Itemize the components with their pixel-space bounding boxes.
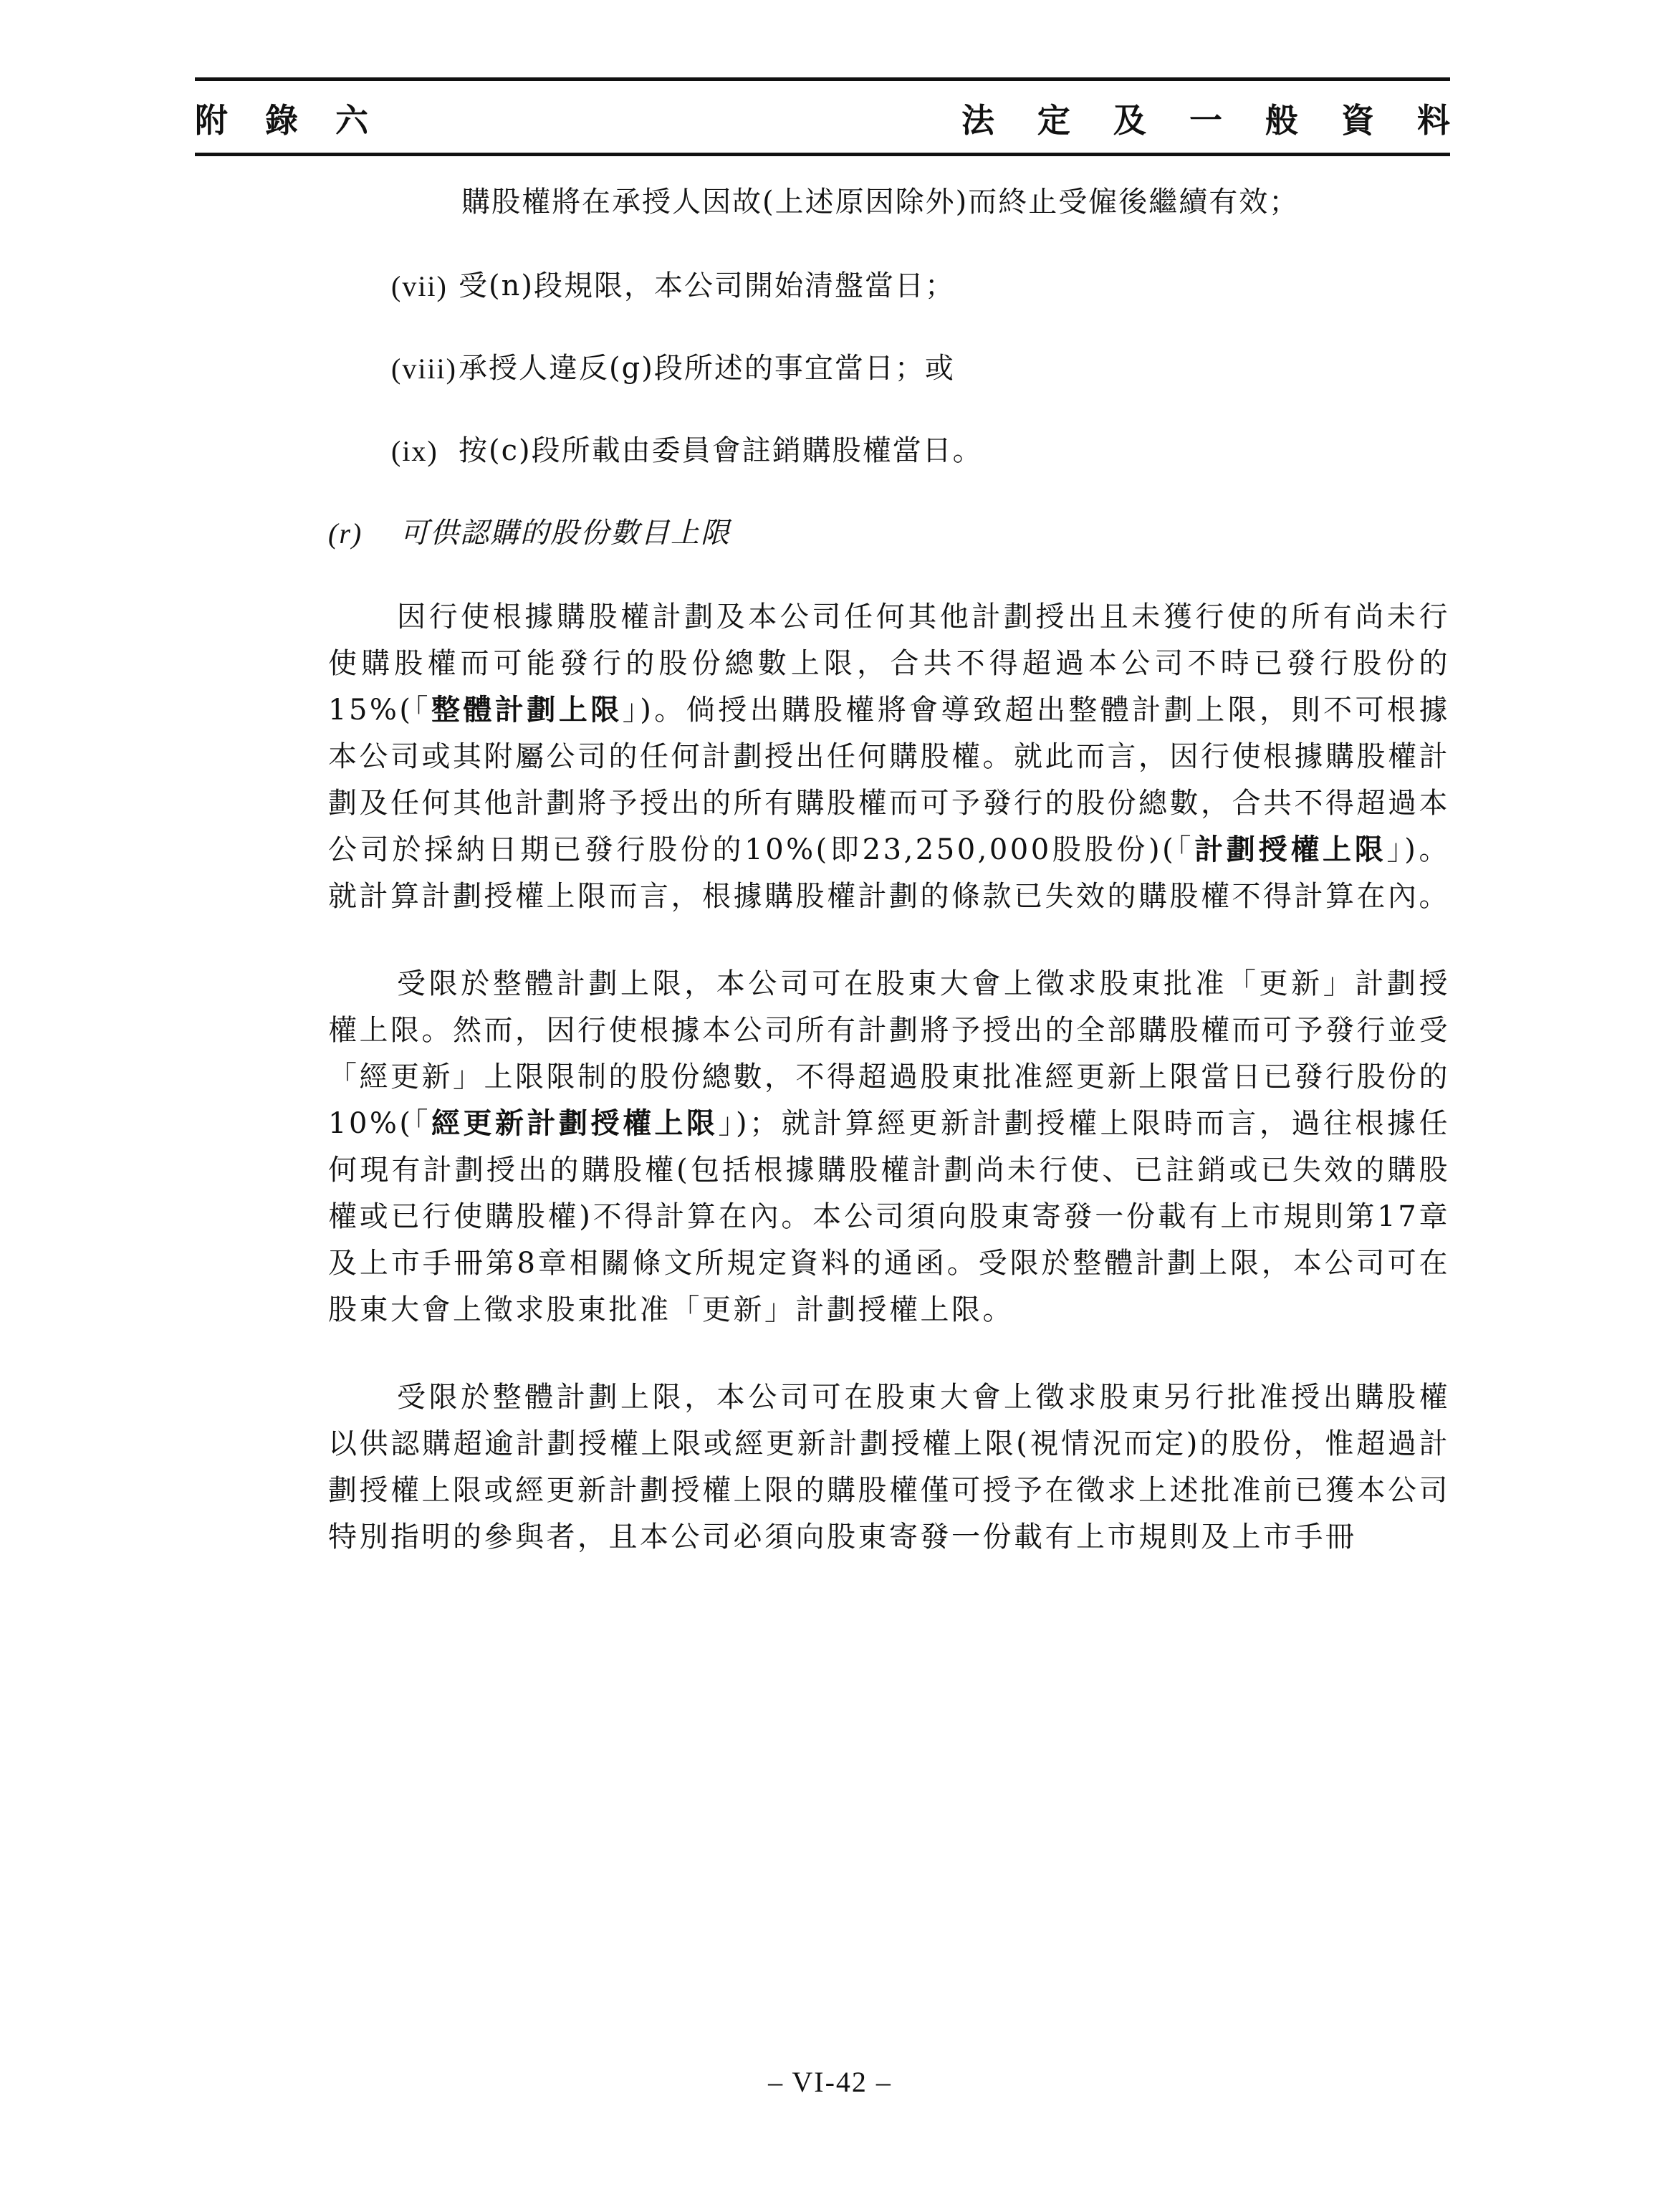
header-bottom-rule <box>195 153 1450 156</box>
paragraph-text: 」)。倘授出購股權將會導致超出整體計劃上限，則不可根據本公司或其附屬公司的任何計劃授出任何購股權。就此而言，因行使根據購股權計劃及任何其他計劃將予授出的所有購股權而可予發行的股份總數，合共不得超過本公司於採納日期已發行股份的10%(即23,250,000股股份)(「 <box>328 694 1451 866</box>
page-header <box>195 77 1466 156</box>
page-number: – VI-42 – <box>768 2066 892 2098</box>
continuation-line: 購股權將在承授人因故(上述原因除外)而終止受僱後繼續有效； <box>461 186 1300 219</box>
list-item-text: 承授人違反(g)段所述的事宜當日；或 <box>459 352 955 385</box>
appendix-label: 附 錄 六 <box>195 101 382 140</box>
list-item-viii <box>328 345 1450 392</box>
section-heading-title: 可供認購的股份數目上限 <box>400 517 731 550</box>
paragraph-text: 因行使根據購股權計劃及本公司任何其他計劃授出且未獲行使的所有尚未行使購股權而可能發行的股份總數上限，合共不得超過本公司不時已發行股份的15%(「 <box>328 600 1450 727</box>
list-item-number: (vii) <box>391 270 448 302</box>
paragraph-overall-limit <box>328 594 1450 920</box>
paragraph-text: 」)。就計算計劃授權上限而言，根據購股權計劃的條款已失效的購股權不得計算在內。 <box>328 833 1451 913</box>
defined-term: 整體計劃上限 <box>431 694 623 727</box>
section-number: (r) <box>328 517 363 550</box>
paragraph-text: 」)；就計算經更新計劃授權上限時而言，過往根據任何現有計劃授出的購股權(包括根據購股權計劃尚未行使、已註銷或已失效的購股權或已行使購股權)不得計算在內。本公司須向股東寄發一份載有上市規則第17章及上市手冊第8章相關條文所規定資料的通函。受限於整體計劃上限，本公司可在股東大會上徵求股東批准「更新」計劃授權上限。 <box>328 1107 1451 1326</box>
defined-term: 計劃授權上限 <box>1194 833 1387 866</box>
header-top-rule <box>195 77 1450 81</box>
list-item-number: (viii) <box>391 353 457 385</box>
defined-term: 經更新計劃授權上限 <box>431 1107 719 1140</box>
paragraph-separate-approval: 受限於整體計劃上限，本公司可在股東大會上徵求股東另行批准授出購股權以供認購超逾計劃授權上限或經更新計劃授權上限(視情況而定)的股份，惟超過計劃授權上限或經更新計劃授權上限的購股權僅可授予在徵求上述批准前已獲本公司特別指明的參與者，且本公司必須向股東寄發一份載有上市規則及上市手冊 <box>328 1381 1450 1553</box>
paragraph-refreshed-limit <box>328 961 1450 1334</box>
header-row <box>195 91 1466 145</box>
list-item-number: (ix) <box>391 435 438 467</box>
paragraph-text: 受限於整體計劃上限，本公司可在股東大會上徵求股東批准「更新」計劃授權上限。然而，因行使根據本公司所有計劃將予授出的全部購股權而可予發行並受「經更新」上限限制的股份總數，不得超過股東批准經更新上限當日已發行股份的10%(「 <box>328 967 1450 1140</box>
section-title: 法 定 及 一 般 資 料 <box>961 101 1466 140</box>
list-item-vii <box>328 263 1450 310</box>
list-item-text: 按(c)段所載由委員會註銷購股權當日。 <box>459 434 983 467</box>
list-item-ix <box>328 428 1450 474</box>
section-heading-r <box>328 510 1450 557</box>
list-item-text: 受(n)段規限，本公司開始清盤當日； <box>459 269 955 302</box>
page-body <box>328 179 1450 1601</box>
